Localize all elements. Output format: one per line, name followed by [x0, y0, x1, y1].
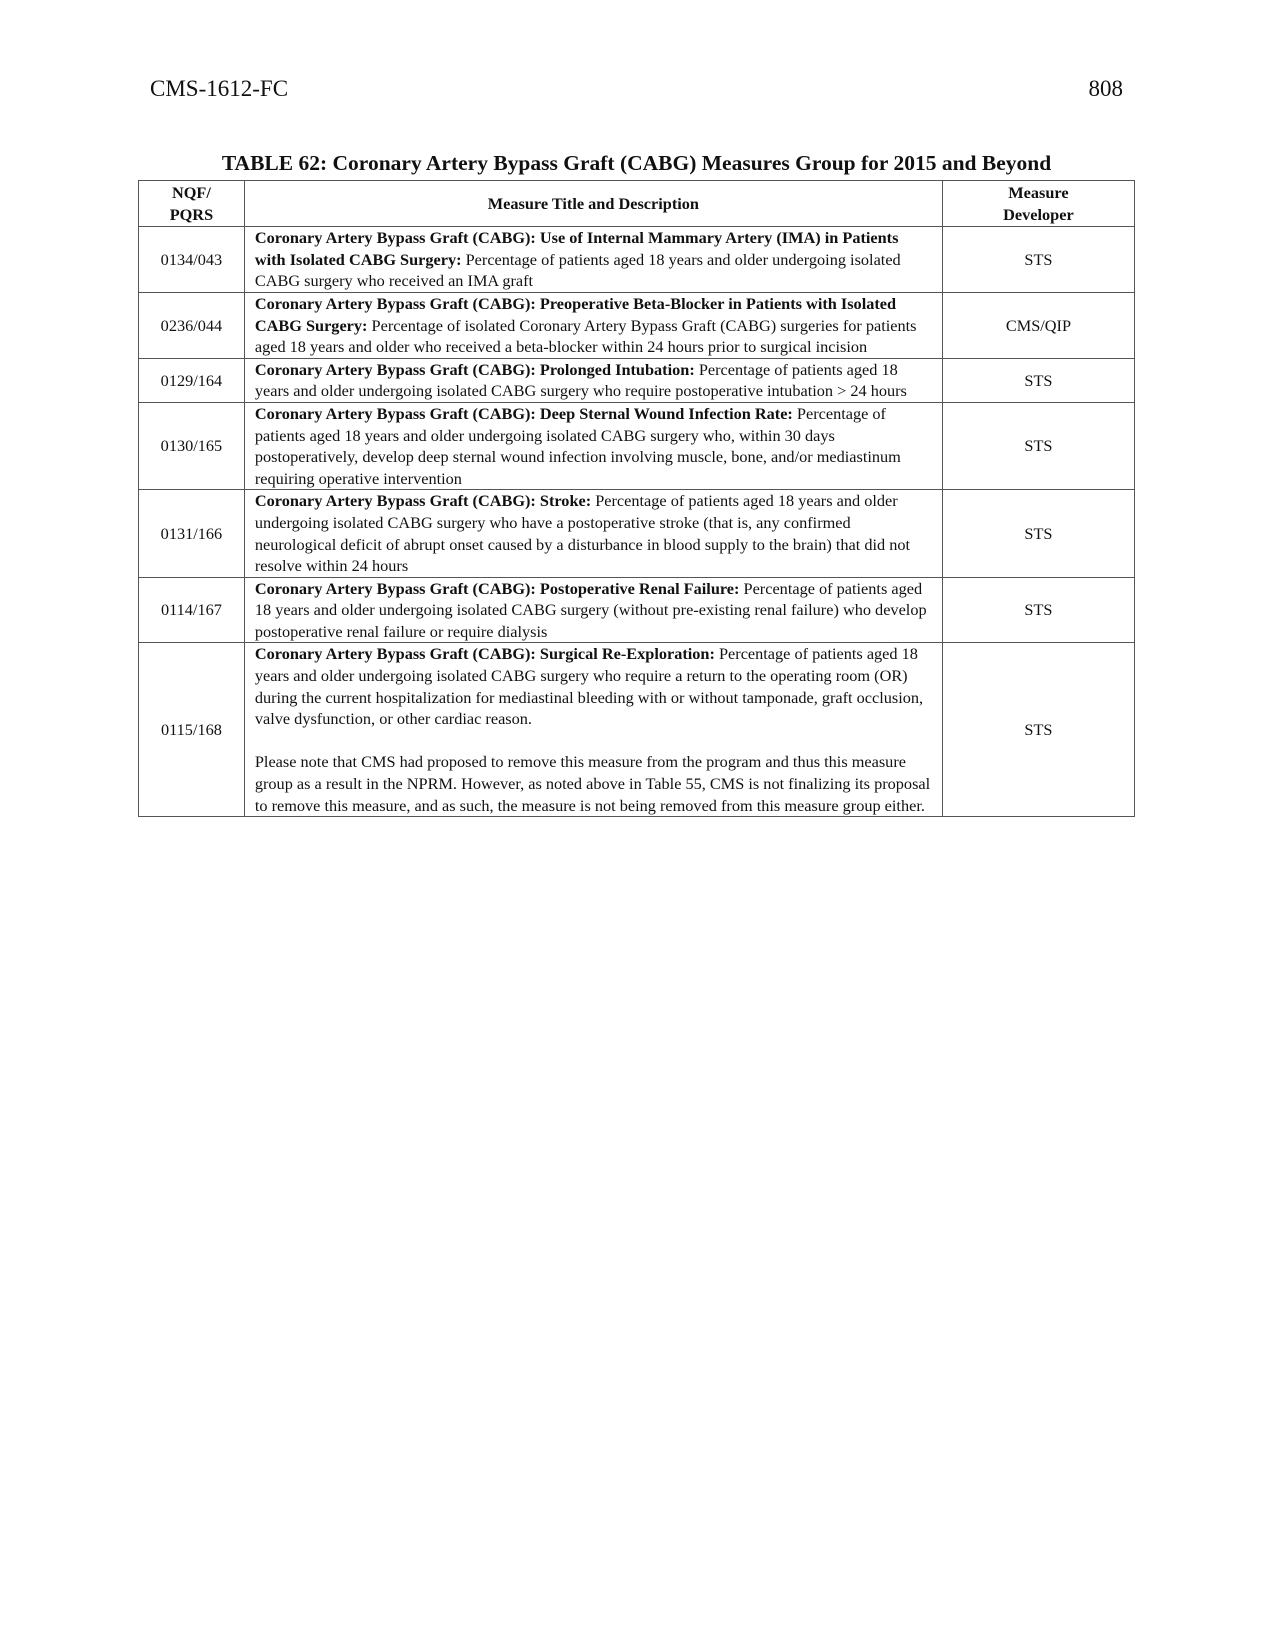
description-cell: [244, 490, 942, 577]
page-number: 808: [1088, 76, 1123, 101]
developer-cell: STS: [942, 227, 1134, 293]
measure-title: Coronary Artery Bypass Graft (CABG): Deep Sternal Wound Infection Rate:: [254, 403, 793, 423]
table-row: [139, 358, 1135, 402]
measure-title: Coronary Artery Bypass Graft (CABG): Prolonged Intubation:: [254, 359, 695, 379]
developer-cell: STS: [942, 643, 1134, 817]
column-header-developer: [942, 181, 1134, 227]
developer-cell: STS: [942, 490, 1134, 577]
measure-title: Coronary Artery Bypass Graft (CABG): Stroke:: [254, 491, 592, 511]
nqf-cell: 0236/044: [139, 292, 245, 358]
description-cell: [244, 577, 942, 643]
measure-description: Percentage of isolated Coronary Artery Bypass Graft (CABG) surgeries for patients aged 18 years and older who received a beta-blocker within 24 hours prior to surgical incision: [254, 315, 917, 357]
measures-table: [138, 180, 1135, 817]
measure-title: Coronary Artery Bypass Graft (CABG): Postoperative Renal Failure:: [254, 578, 740, 598]
nqf-cell: 0131/166: [139, 490, 245, 577]
description-cell: [244, 358, 942, 402]
nqf-cell: 0129/164: [139, 358, 245, 402]
measure-description: Percentage of patients aged 18 years and older undergoing isolated CABG surgery who received an IMA graft: [254, 249, 901, 291]
description-cell: [244, 227, 942, 293]
measure-description: Percentage of patients aged 18 years and older undergoing isolated CABG surgery who require a return to the operating room (OR) during the current hospitalization for mediastinal bleeding with or without tamponade, graft occlusion, valve dysfunction, or other cardiac reason.: [254, 644, 924, 729]
column-header-dev-line1: Measure: [1008, 183, 1069, 202]
document-id: CMS-1612-FC: [150, 76, 289, 101]
nqf-cell: 0115/168: [139, 643, 245, 817]
developer-cell: STS: [942, 577, 1134, 643]
measure-title: Coronary Artery Bypass Graft (CABG): Preoperative Beta-Blocker in Patients with Isolated CABG Surgery:: [254, 293, 897, 335]
nqf-cell: 0114/167: [139, 577, 245, 643]
column-header-nqf: [139, 181, 245, 227]
measure-description: Percentage of patients aged 18 years and older undergoing isolated CABG surgery who have a postoperative stroke (that is, any confirmed neurological deficit of abrupt onset caused by a disturbance in blood supply to the brain) that did not resolve within 24 hours: [254, 491, 911, 576]
measure-title: Coronary Artery Bypass Graft (CABG): Use of Internal Mammary Artery (IMA) in Patients with Isolated CABG Surgery:: [254, 228, 899, 269]
table-row: [139, 643, 1135, 817]
measure-title: Coronary Artery Bypass Graft (CABG): Surgical Re-Exploration:: [254, 644, 715, 664]
table-title: TABLE 62: Coronary Artery Bypass Graft (CABG) Measures Group for 2015 and Beyond: [221, 151, 1052, 175]
description-cell: [244, 643, 942, 817]
measure-description: Percentage of patients aged 18 years and older undergoing isolated CABG surgery who, within 30 days postoperatively, develop deep sternal wound infection involving muscle, bone, and/or mediastinum requiring operative intervention: [254, 403, 901, 488]
table-row: [139, 490, 1135, 577]
table-row: [139, 292, 1135, 358]
column-header-nqf-line2: PQRS: [169, 204, 214, 224]
nqf-cell: 0130/165: [139, 402, 245, 489]
measure-note: Please note that CMS had proposed to remove this measure from the program and thus this measure group as a result in the NPRM. However, as noted above in Table 55, CMS is not finalizing its proposal to remove this measure, and as such, the measure is not being removed from this measure group either.: [254, 752, 931, 815]
column-header-nqf-line1: NQF/: [171, 183, 211, 202]
table-row: [139, 402, 1135, 489]
measure-description: Percentage of patients aged 18 years and older undergoing isolated CABG surgery (without pre-existing renal failure) who develop postoperative renal failure or require dialysis: [254, 578, 927, 641]
developer-cell: CMS/QIP: [942, 292, 1134, 358]
description-cell: [244, 402, 942, 489]
description-cell: [244, 292, 942, 358]
developer-cell: STS: [942, 402, 1134, 489]
nqf-cell: 0134/043: [139, 227, 245, 293]
column-header-description: Measure Title and Description: [244, 181, 942, 227]
table-row: [139, 577, 1135, 643]
column-header-dev-line2: Developer: [1003, 204, 1074, 224]
developer-cell: STS: [942, 358, 1134, 402]
table-header-row: [139, 181, 1135, 227]
measure-description: Percentage of patients aged 18 years and older undergoing isolated CABG surgery who require postoperative intubation > 24 hours: [254, 359, 907, 401]
table-row: [139, 227, 1135, 293]
